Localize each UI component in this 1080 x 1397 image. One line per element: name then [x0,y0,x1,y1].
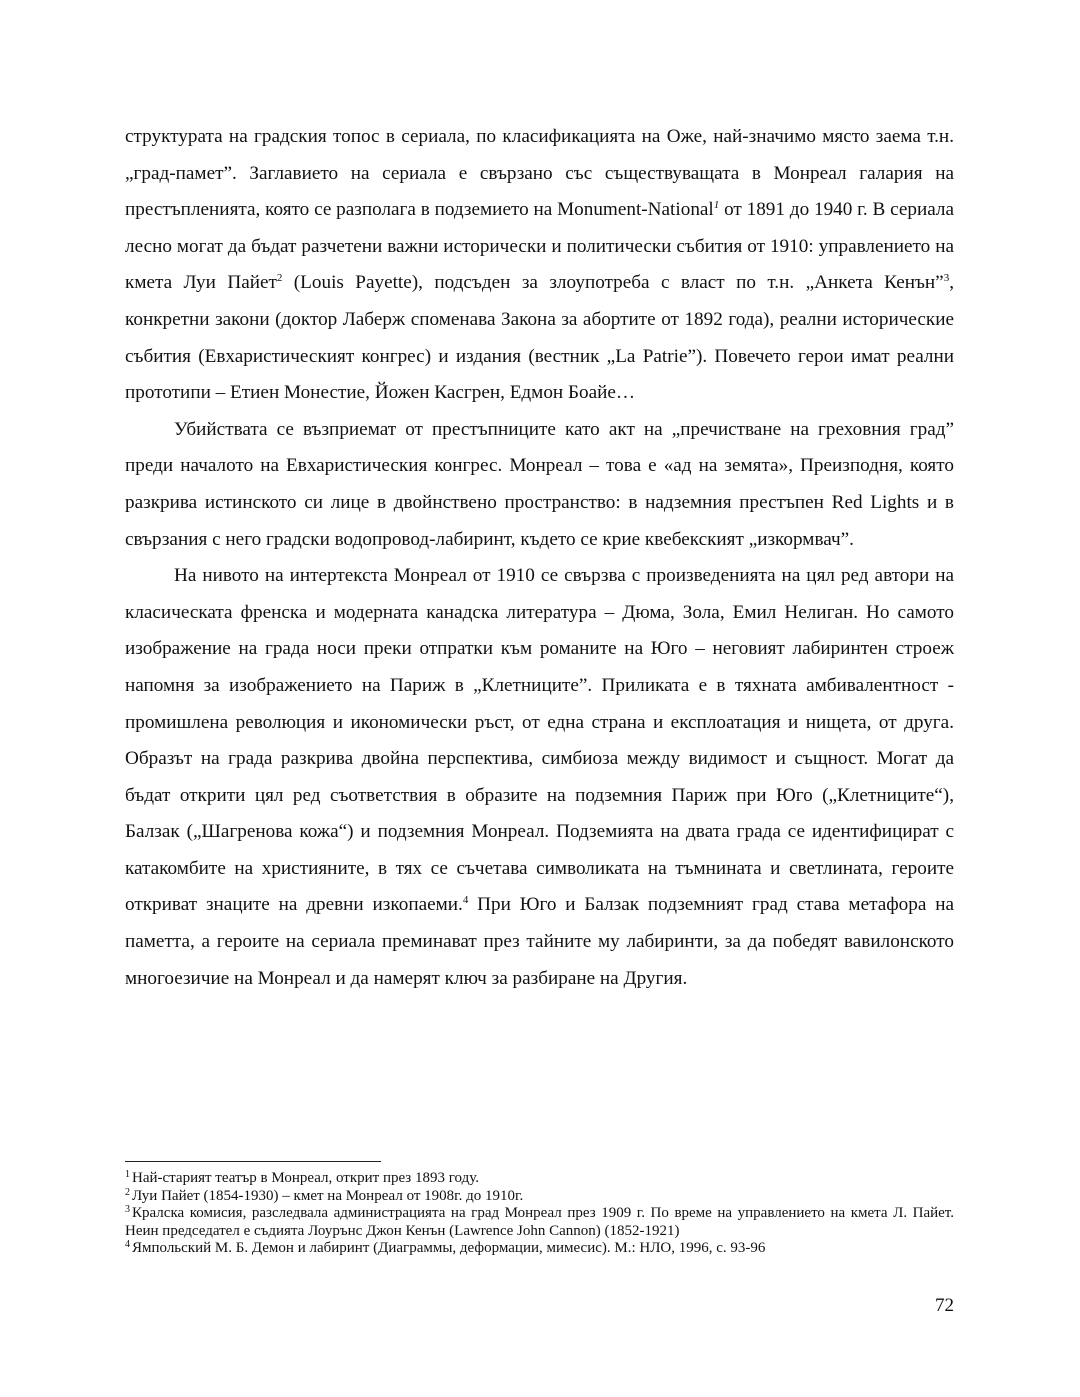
footnote-2-text: Луи Пайет (1854-1930) – кмет на Монреал от 1908г. до 1910г. [132,1187,524,1204]
body-text [125,119,954,997]
paragraph-3 [125,558,954,997]
footnote-1-number: 1 [125,1169,130,1180]
footnote-4 [125,1240,954,1258]
footnote-4-text: Ямпольский М. Б. Демон и лабиринт (Диаграммы, деформации, мимесис). М.: НЛО, 1996, с. 93-96 [132,1240,766,1256]
footnote-ref-4: 4 [462,894,469,907]
paragraph-1-text-b: от 1891 до 1940 г. В сериала лесно могат да бъдат разчетени важни исторически и политически събития от 1910: управлението на кмета Луи Пайет [125,199,954,294]
footnote-1-text: Най-старият театър в Монреал, открит през 1893 году. [132,1170,479,1186]
footnote-3 [125,1205,954,1240]
footnotes [125,1170,954,1258]
footnote-separator [125,1161,381,1162]
footnote-1 [125,1170,954,1188]
footnote-3-number: 3 [125,1204,130,1215]
footnote-ref-1: 1 [713,199,720,212]
paragraph-1-text-c: (Louis Payette), подсъден за злоупотреба с власт по т.н. „Анкета Кенън” [282,272,944,294]
paragraph-1 [125,119,954,412]
paragraph-1-text-d: , конкретни закони (доктор Лаберж споменава Закона за абортите от 1892 года), реални исторические събития (Евхаристическият конгрес) и издания (вестник „La Patrie”). Повечето герои имат реални прототипи – Етиен Монестие, Йожен Касгрен, Едмон Боайе… [125,272,954,404]
paragraph-1-text-a: структурата на градския топос в сериала, по класификацията на Оже, най-значимо място заема т.н. „град-памет”. Заглавието на сериала е свързано със съществуващата в Монреал галария на престъпленията, която се разполага в подземието на Monument-National [125,126,954,221]
footnote-2-number: 2 [125,1186,130,1198]
paragraph-3-text-a: На нивото на интертекста Монреал от 1910 се свързва с произведенията на цял ред автори на класическата френска и модерната канадска литература – Дюма, Зола, Емил Нелиган. Но самото изображение на града носи преки отпратки към романите на Юго – неговият лабиринтен строеж напомня за изображението на Париж в „Клетниците”. Приликата е в тяхната амбивалентност - промишлена революция и икономически ръст, от една страна и експлоатация и нищета, от друга. Образът на града разкрива двойна перспектива, симбиоза между видимост и същност. Могат да бъдат открити цял ред съответствия в образите на подземния Париж при Юго („Клетниците“), Балзак („Шагренова кожа“) и подземния Монреал. Подземията на двата града се идентифицират с катакомбите на християните, в тях се съчетава символиката на тъмнината и светлината, героите откриват знаците на древни изкопаеми. [125,565,954,916]
footnote-2 [125,1188,954,1206]
footnote-ref-3: 3 [943,272,950,285]
page-number: 72 [935,1295,954,1316]
footnote-4-number: 4 [125,1239,130,1250]
footnote-3-text: Кралска комисия, разследвала администрацията на град Монреал през 1909 г. По време на управлението на кмета Л. Пайет. Неин председател е съдията Лоурънс Джон Кенън (Lawrence John Cannon) (1852-1921) [125,1205,954,1239]
paragraph-3-text-b: При Юго и Балзак подземният град става метафора на паметта, а героите на сериала преминават през тайните му лабиринти, за да победят вавилонското многоезичие на Монреал и да намерят ключ за разбиране на Другия. [125,894,954,989]
paragraph-2: Убийствата се възприемат от престъпниците като акт на „пречистване на греховния град” преди началото на Евхаристическия конгрес. Монреал – това е «ад на земята», Преизподня, която разкрива истинското си лице в двойнствено пространство: в надземния престъпен Red Lights и в свързания с него градски водопровод-лабиринт, където се крие квебекският „изкормвач”. [125,418,954,550]
footnote-ref-2: 2 [276,272,283,285]
